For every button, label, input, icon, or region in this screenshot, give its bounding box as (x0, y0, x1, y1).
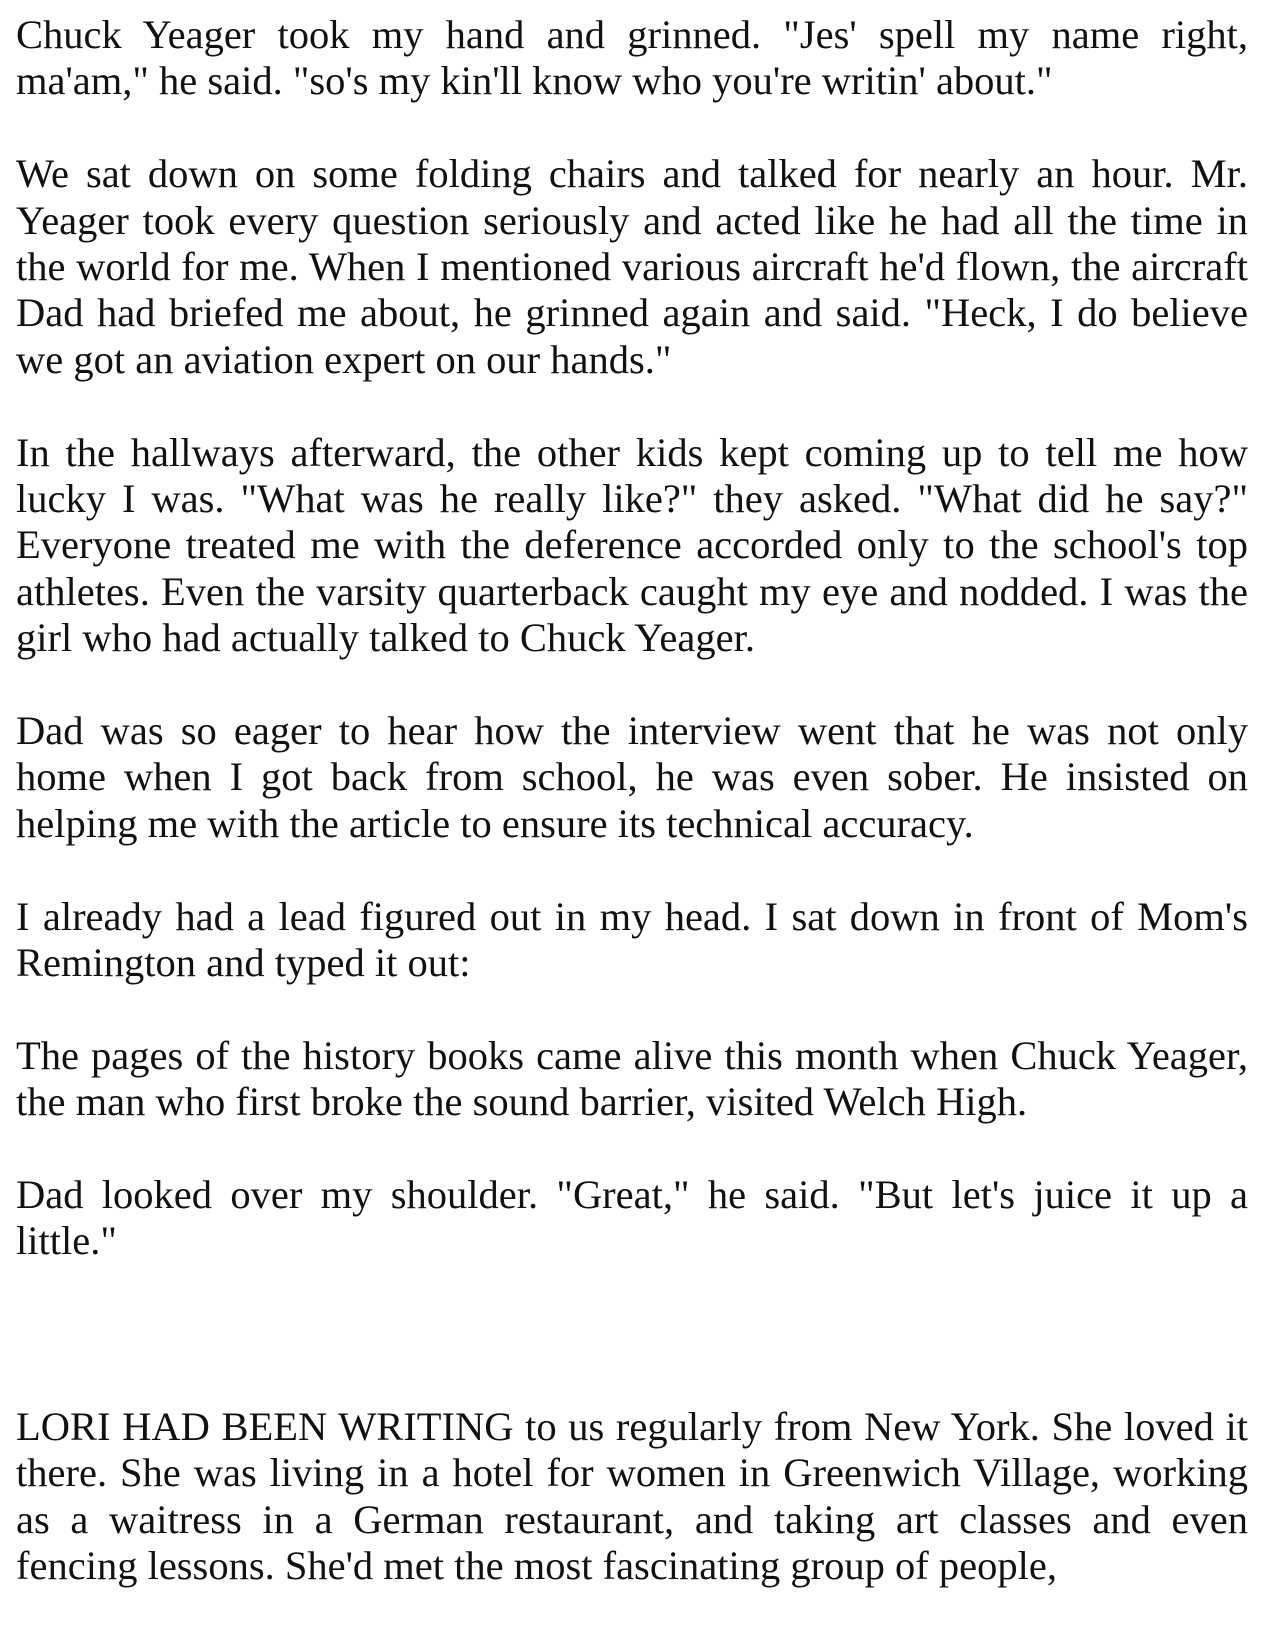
paragraph-yeager-handshake: Chuck Yeager took my hand and grinned. "Jes' spell my name right, ma'am," he said. "so's my kin'll know who you're writin' about." (16, 12, 1248, 104)
paragraph-hallways: In the hallways afterward, the other kids kept coming up to tell me how lucky I was. "What was he really like?" they asked. "What did he say?" Everyone treated me with the deference accorded only to the school's top athletes. Even the varsity quarterback caught my eye and nodded. I was the girl who had actually talked to Chuck Yeager. (16, 429, 1248, 661)
section-break (16, 1311, 1248, 1404)
paragraph-interview: We sat down on some folding chairs and talked for nearly an hour. Mr. Yeager took every question seriously and acted like he had all the time in the world for me. When I mentioned various aircraft he'd flown, the aircraft Dad had briefed me about, he grinned again and said. "Heck, I do believe we got an aviation expert on our hands." (16, 151, 1248, 382)
paragraph-article-lead: The pages of the history books came alive this month when Chuck Yeager, the man who first broke the sound barrier, visited Welch High. (16, 1032, 1248, 1125)
paragraph-lori-new-york: LORI HAD BEEN WRITING to us regularly from New York. She loved it there. She was living in a hotel for women in Greenwich Village, working as a waitress in a German restaurant, and taking art classes and even fencing lessons. She'd met the most fascinating group of people, (16, 1404, 1248, 1589)
paragraph-juice-it-up: Dad looked over my shoulder. "Great," he said. "But let's juice it up a little." (16, 1172, 1248, 1264)
paragraph-lead: I already had a lead figured out in my head. I sat down in front of Mom's Remington and typed it out: (16, 893, 1248, 986)
page-body (16, 12, 1248, 1636)
paragraph-dad-sober: Dad was so eager to hear how the interview went that he was not only home when I got back from school, he was even sober. He insisted on helping me with the article to ensure its technical accuracy. (16, 708, 1248, 846)
